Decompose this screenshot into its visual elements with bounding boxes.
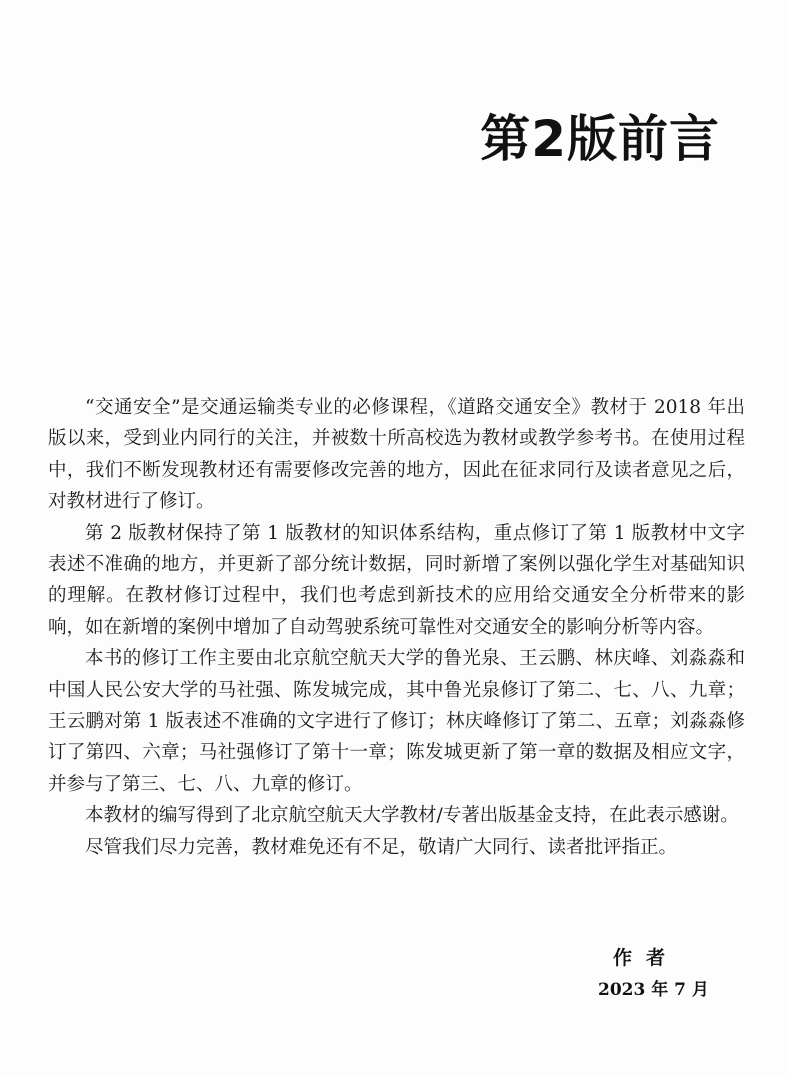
signature-date: 2023 年 7 月 — [598, 980, 709, 1000]
signature-author: 作者 — [613, 947, 680, 969]
paragraph: “交通安全”是交通运输类专业的必修课程，《道路交通安全》教材于 2018 年出版以来，受到业内同行的关注，并被数十所高校选为教材或教学参考书。在使用过程中，我们不断发现教材还有需要修改完善的地方，因此在征求同行及读者意见之后，对教材进行了修订。 — [48, 397, 745, 513]
preface-body — [48, 392, 745, 863]
page-title: 第2版前言 — [480, 110, 720, 168]
paragraph: 本教材的编写得到了北京航空航天大学教材/专著出版基金支持，在此表示感谢。 — [85, 805, 739, 827]
paragraph: 本书的修订工作主要由北京航空航天大学的鲁光泉、王云鹏、林庆峰、刘淼淼和中国人民公安大学的马社强、陈发城完成，其中鲁光泉修订了第二、七、八、九章；王云鹏对第 1 版表述不准确的文字进行了修订；林庆峰修订了第二、五章；刘淼淼修订了第四、六章；马社强修订了第十一章；陈发城更新了第一章的数据及相应文字，并参与了第三、七、八、九章的修订。 — [48, 648, 745, 795]
paragraph: 第 2 版教材保持了第 1 版教材的知识体系结构，重点修订了第 1 版教材中文字表述不准确的地方，并更新了部分统计数据，同时新增了案例以强化学生对基础知识的理解。在教材修订过程中，我们也考虑到新技术的应用给交通安全分析带来的影响，如在新增的案例中增加了自动驾驶系统可靠性对交通安全的影响分析等内容。 — [48, 522, 745, 638]
paragraph: 尽管我们尽力完善，教材难免还有不足，敬请广大同行、读者批评指正。 — [85, 836, 678, 858]
